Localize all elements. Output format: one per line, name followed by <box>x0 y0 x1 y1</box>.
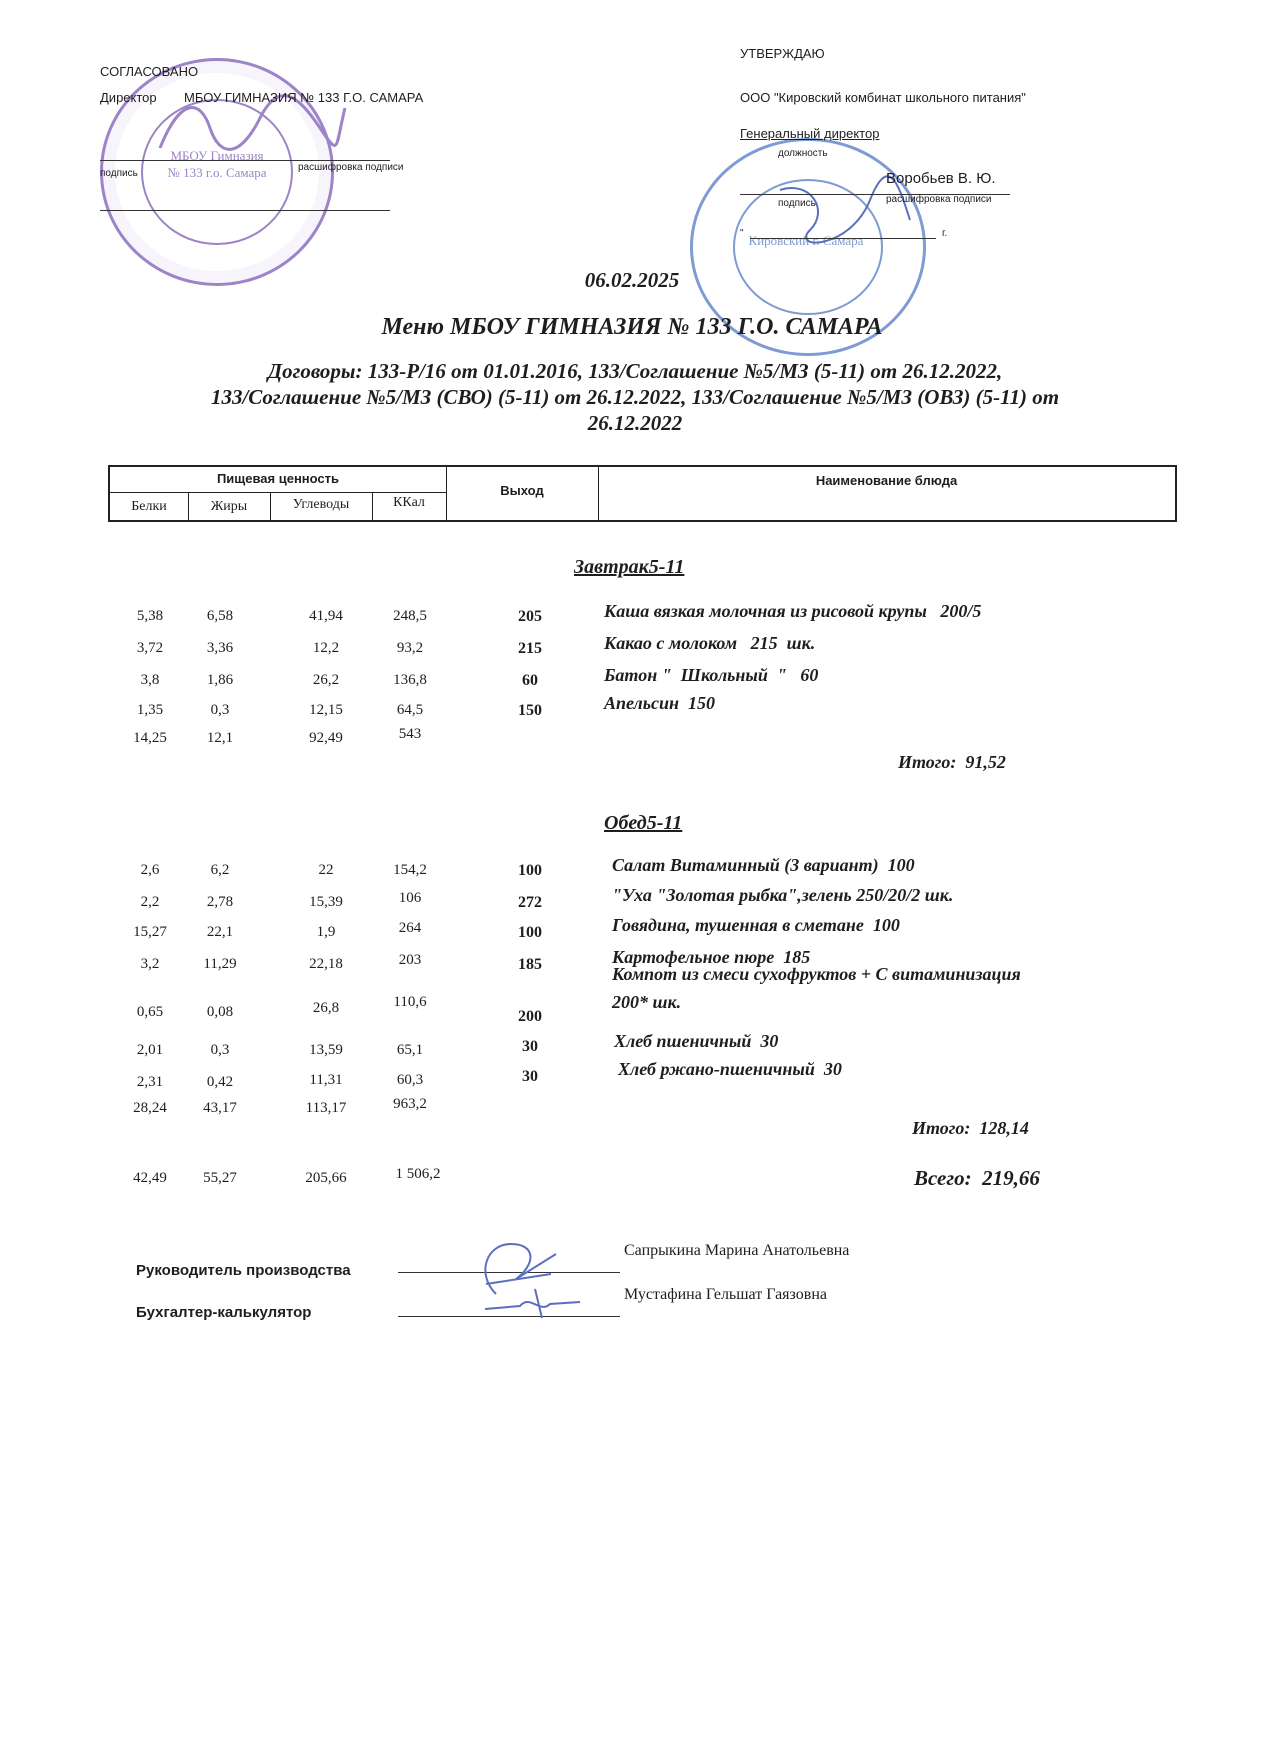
output-cell: 272 <box>518 894 542 911</box>
header-kcal: ККал <box>393 495 425 510</box>
date-line-right <box>750 238 936 239</box>
breakfast-row <box>0 693 1264 728</box>
header-output: Выход <box>500 483 544 498</box>
carbs-cell: 13,59 <box>309 1042 343 1058</box>
dish-name: Хлеб ржано-пшеничный 30 <box>618 1059 842 1079</box>
kcal-grand: 1 506,2 <box>395 1166 441 1182</box>
grand-total: Всего: 219,66 <box>914 1166 1040 1190</box>
breakfast-row <box>0 601 1264 634</box>
accountant-signature <box>480 1284 590 1324</box>
kcal-cell: 64,5 <box>396 702 424 718</box>
dish-name: Компот из смеси сухофруктов + С витаминизация 200* шк. <box>612 964 1021 1012</box>
position-caption: должность <box>778 148 828 159</box>
lunch-total: Итого: 128,14 <box>912 1118 1029 1138</box>
kcal-cell: 65,1 <box>396 1042 424 1058</box>
carbs-cell: 26,8 <box>312 1000 340 1016</box>
breakfast-row <box>0 633 1264 666</box>
output-cell: 60 <box>522 672 538 689</box>
fat-cell: 22,1 <box>206 924 234 940</box>
fat-cell: 2,78 <box>206 894 234 910</box>
lunch-title: Обед5-11 <box>604 812 683 834</box>
carbs-cell: 1,9 <box>316 924 336 940</box>
fat-cell: 1,86 <box>206 672 234 688</box>
header-fat: Жиры <box>210 499 248 514</box>
fat-cell: 3,36 <box>206 640 234 656</box>
contracts-line-1: Договоры: 133-Р/16 от 01.01.2016, 133/Соглашение №5/МЗ (5-11) от 26.12.2022, <box>267 359 1003 383</box>
decode-caption-left: расшифровка подписи <box>298 162 404 173</box>
fat-cell: 0,3 <box>210 1042 230 1058</box>
school-name: МБОУ ГИМНАЗИЯ № 133 Г.О. САМАРА <box>184 90 424 105</box>
head-label: Руководитель производства <box>136 1262 351 1279</box>
kcal-sum: 543 <box>398 726 422 742</box>
fat-cell: 0,42 <box>206 1074 234 1090</box>
dish-name: Говядина, тушенная в сметане 100 <box>612 915 900 935</box>
dish-name: Апельсин 150 <box>604 693 716 713</box>
kcal-cell: 136,8 <box>393 672 427 688</box>
fat-grand: 55,27 <box>203 1170 237 1186</box>
director-label: Директор <box>100 90 157 105</box>
header-carbs: Углеводы <box>292 497 350 512</box>
company-stamp-text: Кировский г. Самара <box>748 233 864 248</box>
protein-cell: 3,2 <box>140 956 160 972</box>
output-cell: 30 <box>522 1068 538 1085</box>
carbs-cell: 26,2 <box>312 672 340 688</box>
general-director-position: Генеральный директор <box>740 126 880 141</box>
kcal-sum: 963,2 <box>393 1096 427 1112</box>
header-nutrition: Пищевая ценность <box>216 471 340 486</box>
breakfast-sum-row <box>0 726 1264 756</box>
output-cell: 215 <box>518 640 542 657</box>
dish-name: Каша вязкая молочная из рисовой крупы 200/5 <box>604 601 982 621</box>
protein-grand: 42,49 <box>133 1170 167 1186</box>
header-dish: Наименование блюда <box>815 473 958 488</box>
date-line-left <box>100 210 390 211</box>
carbs-sum: 113,17 <box>305 1100 347 1116</box>
dish-name: Какао с молоком 215 шк. <box>604 633 816 653</box>
signature-line-left <box>100 160 390 161</box>
approve-label: УТВЕРЖДАЮ <box>740 46 825 61</box>
fat-sum: 12,1 <box>206 730 234 746</box>
kcal-cell: 248,5 <box>393 608 427 624</box>
breakfast-total: Итого: 91,52 <box>898 752 1006 772</box>
protein-cell: 1,35 <box>136 702 164 718</box>
agreed-label: СОГЛАСОВАНО <box>100 64 199 79</box>
protein-cell: 2,6 <box>140 862 160 878</box>
fat-cell: 0,3 <box>210 702 230 718</box>
fat-cell: 0,08 <box>206 1004 234 1020</box>
decode-caption-right: расшифровка подписи <box>886 194 992 205</box>
kcal-cell: 203 <box>398 952 422 968</box>
company-name: ООО "Кировский комбинат школьного питания" <box>740 90 1026 105</box>
protein-cell: 2,01 <box>136 1042 164 1058</box>
kcal-cell: 154,2 <box>393 862 427 878</box>
protein-sum: 14,25 <box>133 730 167 746</box>
contracts-line-3: 26.12.2022 <box>587 411 683 435</box>
dish-name: Хлеб пшеничный 30 <box>614 1031 779 1051</box>
dish-name: Батон " Школьный " 60 <box>604 665 819 685</box>
protein-cell: 0,65 <box>136 1004 164 1020</box>
carbs-cell: 41,94 <box>309 608 343 624</box>
protein-cell: 2,31 <box>136 1074 164 1090</box>
lunch-sum-row <box>0 1096 1264 1126</box>
output-cell: 205 <box>518 608 542 625</box>
signature-caption-right: подпись <box>778 198 816 209</box>
contracts <box>90 358 1180 436</box>
accountant-label: Бухгалтер-калькулятор <box>136 1304 312 1321</box>
carbs-cell: 22,18 <box>309 956 343 972</box>
table-header <box>108 465 1177 522</box>
dish-name: "Уха "Золотая рыбка",зелень 250/20/2 шк. <box>612 885 954 905</box>
carbs-cell: 12,2 <box>312 640 340 656</box>
kcal-cell: 60,3 <box>396 1072 424 1088</box>
protein-cell: 15,27 <box>133 924 167 940</box>
output-cell: 100 <box>518 924 542 941</box>
protein-cell: 2,2 <box>140 894 160 910</box>
dish-name: Салат Витаминный (3 вариант) 100 <box>612 855 915 875</box>
output-cell: 100 <box>518 862 542 879</box>
dish-name: Картофельное пюре 185 <box>612 947 811 967</box>
breakfast-title: Завтрак5-11 <box>574 556 685 578</box>
grand-sum-row <box>0 1166 1264 1196</box>
fat-cell: 6,2 <box>210 862 230 878</box>
fat-cell: 11,29 <box>203 956 237 972</box>
fat-sum: 43,17 <box>203 1100 237 1116</box>
menu-date: 06.02.2025 <box>584 268 680 292</box>
protein-sum: 28,24 <box>133 1100 167 1116</box>
general-director-name: Воробьев В. Ю. <box>886 170 996 187</box>
output-cell: 30 <box>522 1038 538 1055</box>
carbs-grand: 205,66 <box>305 1170 347 1186</box>
output-cell: 200 <box>518 1008 542 1025</box>
signature-caption-left: подпись <box>100 168 138 179</box>
year-suffix-right: г. <box>942 228 948 239</box>
kcal-cell: 93,2 <box>396 640 424 656</box>
kcal-cell: 264 <box>398 920 422 936</box>
carbs-cell: 15,39 <box>309 894 343 910</box>
date-quote-right: " <box>740 228 744 239</box>
output-cell: 150 <box>518 702 542 719</box>
head-name: Сапрыкина Марина Анатольевна <box>624 1242 850 1259</box>
carbs-cell: 22 <box>318 862 334 878</box>
menu-title: Меню МБОУ ГИМНАЗИЯ № 133 Г.О. САМАРА <box>381 314 883 340</box>
protein-cell: 3,8 <box>140 672 160 688</box>
lunch-row <box>0 1059 1264 1100</box>
kcal-cell: 106 <box>398 890 422 906</box>
header-protein: Белки <box>131 499 167 514</box>
school-stamp-text: МБОУ Гимназия № 133 г.о. Самара <box>167 148 267 180</box>
protein-cell: 5,38 <box>136 608 164 624</box>
protein-cell: 3,72 <box>136 640 164 656</box>
contracts-line-2: 133/Соглашение №5/МЗ (СВО) (5-11) от 26.12.2022, 133/Соглашение №5/МЗ (ОВЗ) (5-11) от <box>210 385 1060 409</box>
fat-cell: 6,58 <box>206 608 234 624</box>
carbs-sum: 92,49 <box>309 730 343 746</box>
carbs-cell: 11,31 <box>309 1072 343 1088</box>
carbs-cell: 12,15 <box>309 702 343 718</box>
kcal-cell: 110,6 <box>393 994 427 1010</box>
output-cell: 185 <box>518 956 542 973</box>
accountant-name: Мустафина Гельшат Гаязовна <box>624 1286 827 1303</box>
